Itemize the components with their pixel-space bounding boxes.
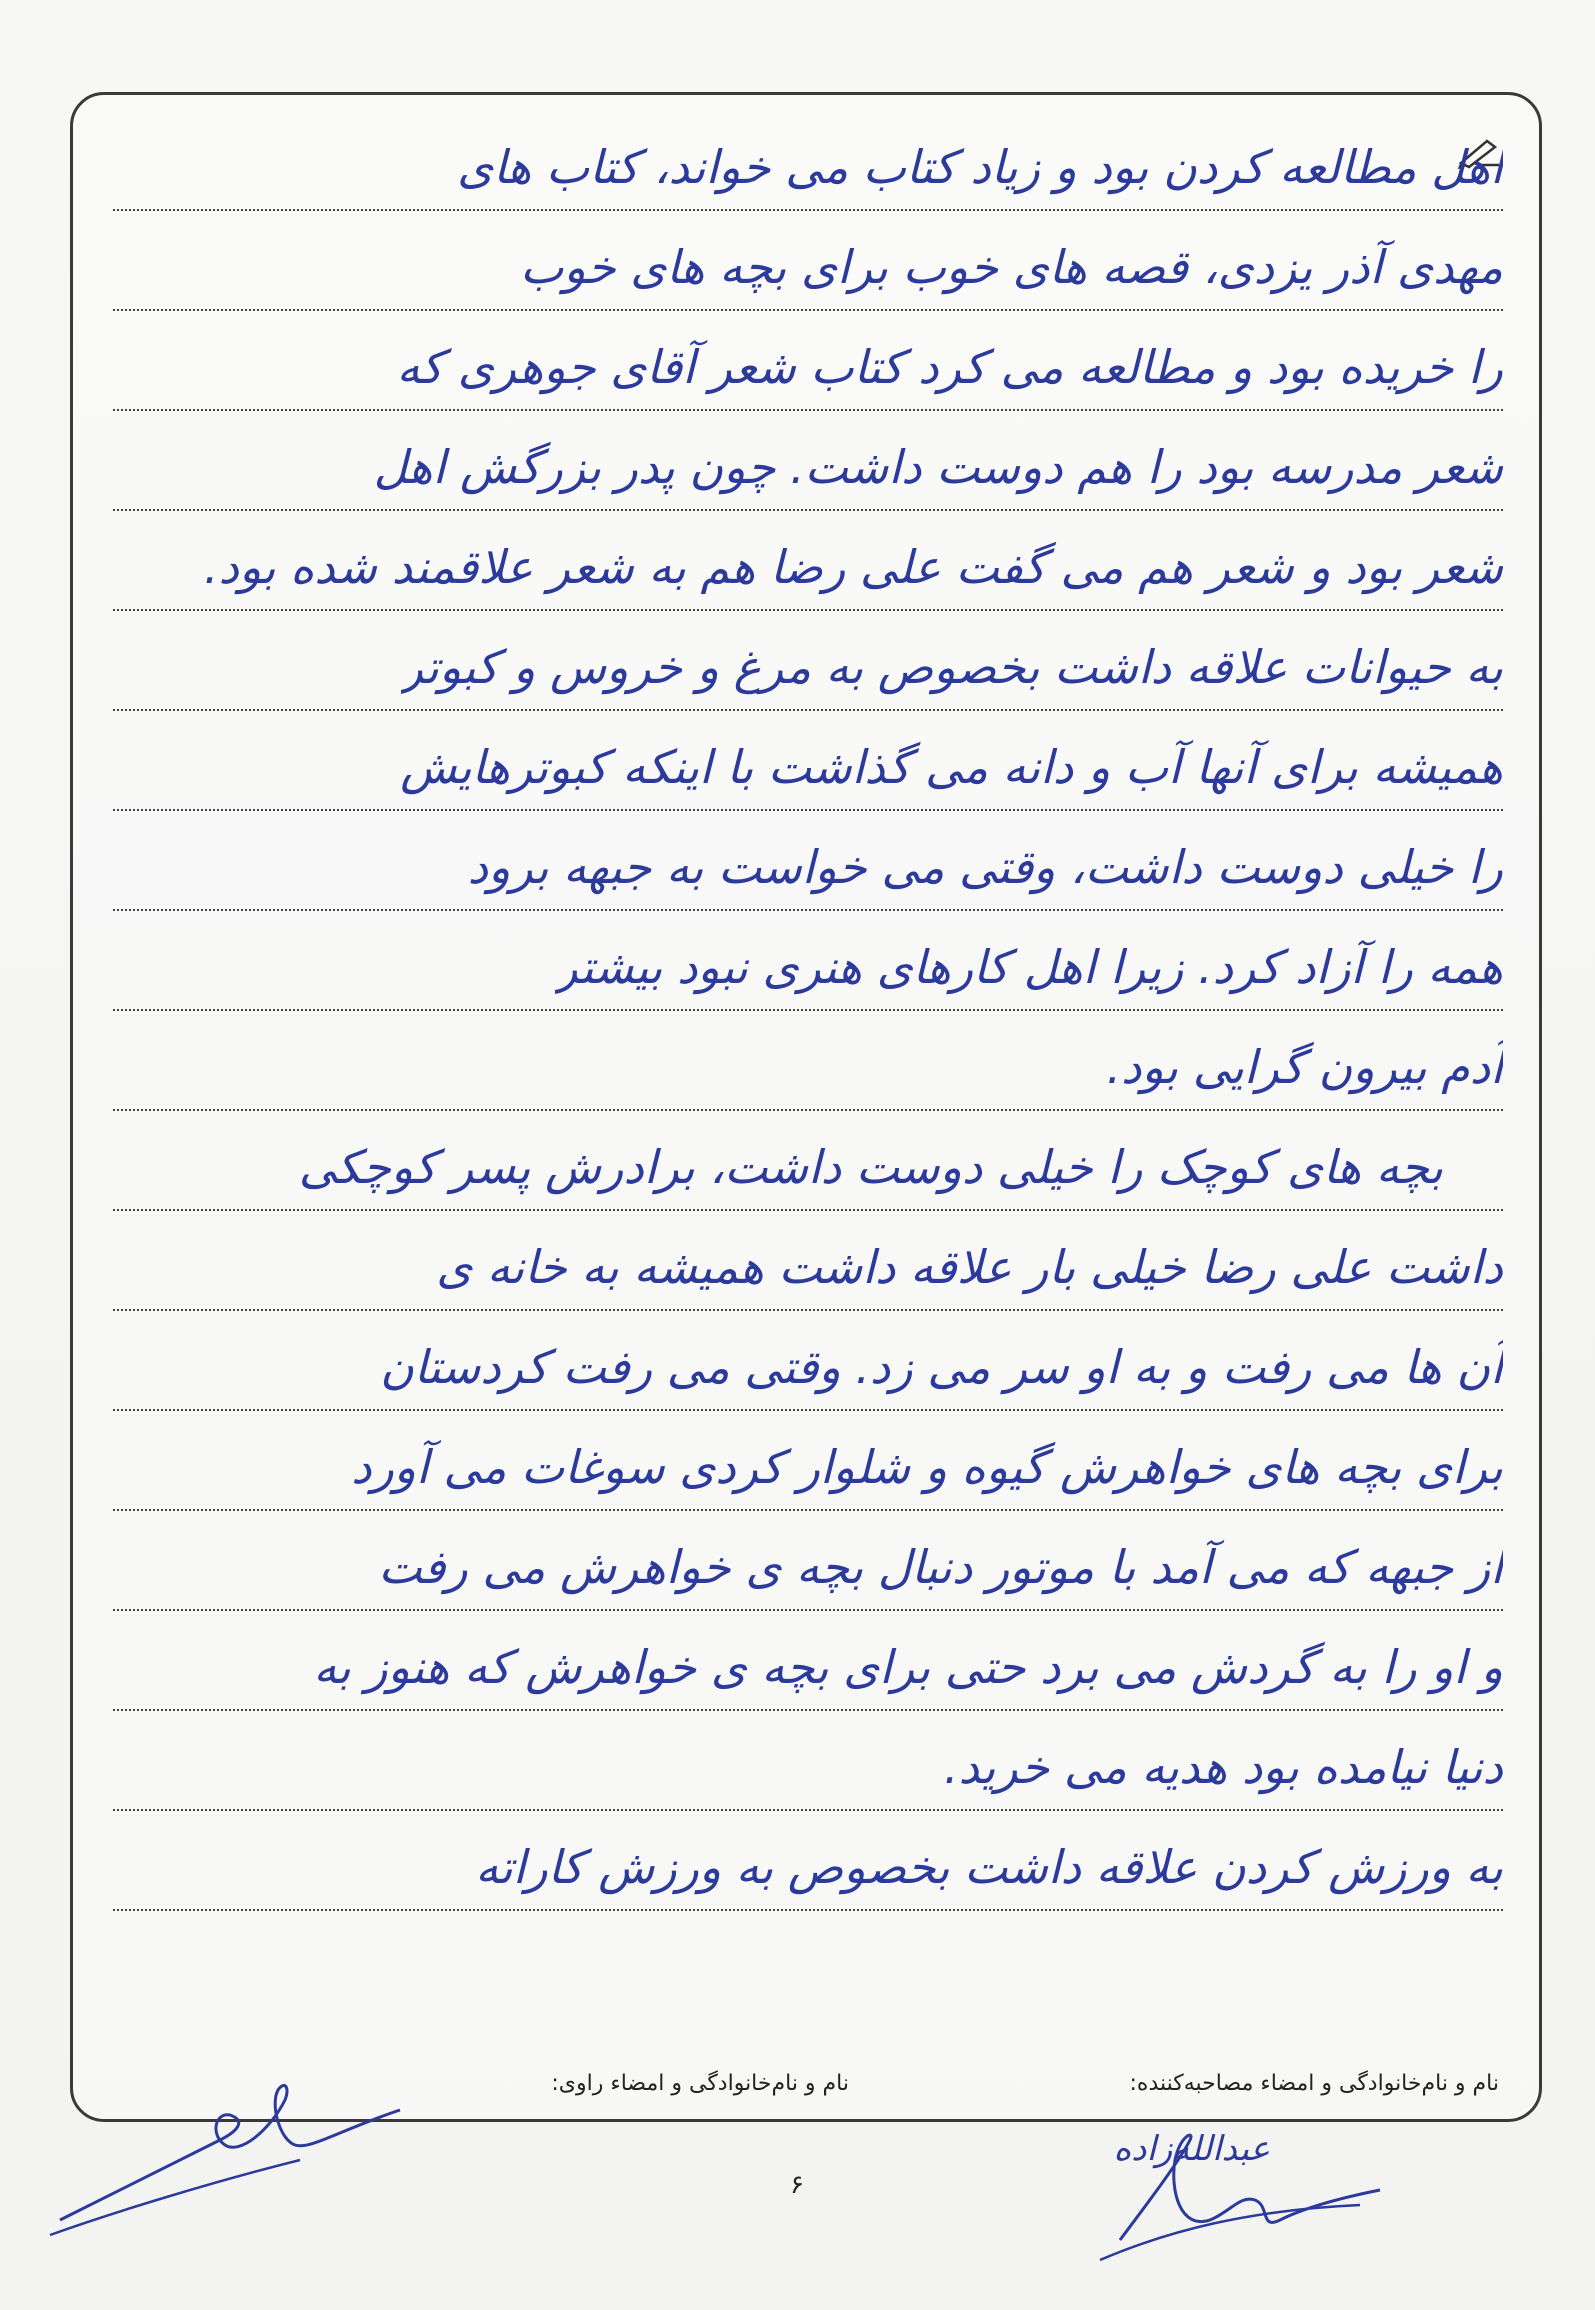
line-text: همه را آزاد کرد. زیرا اهل کارهای هنری نبود بیشتر	[555, 940, 1503, 994]
line-text: به حیوانات علاقه داشت بخصوص به مرغ و خروس و کبوتر	[400, 640, 1503, 694]
text-line	[113, 1013, 1503, 1111]
line-text: از جبهه که می آمد با موتور دنبال بچه ی خواهرش می رفت	[378, 1540, 1503, 1594]
text-line	[113, 1813, 1503, 1911]
text-line	[113, 813, 1503, 911]
notebook-frame	[70, 92, 1542, 2122]
text-line	[113, 513, 1503, 611]
text-line	[113, 413, 1503, 511]
line-text: بچه های کوچک را خیلی دوست داشت، برادرش پسر کوچکی	[298, 1140, 1443, 1194]
interviewer-label: نام و نام‌خانوادگی و امضاء مصاحبه‌کننده:	[1129, 2071, 1499, 2096]
line-text: دنیا نیامده بود هدیه می خرید.	[943, 1740, 1503, 1794]
line-text: همیشه برای آنها آب و دانه می گذاشت با اینکه کبوترهایش	[400, 740, 1503, 794]
line-text: را خیلی دوست داشت، وقتی می خواست به جبهه برود	[467, 840, 1503, 894]
narrator-label: نام و نام‌خانوادگی و امضاء راوی:	[551, 2071, 849, 2096]
text-line	[113, 1413, 1503, 1511]
line-text: آدم بیرون گرایی بود.	[1106, 1040, 1503, 1094]
line-text: را خریده بود و مطالعه می کرد کتاب شعر آقای جوهری که	[396, 340, 1503, 394]
text-line	[113, 913, 1503, 1011]
line-text: به ورزش کردن علاقه داشت بخصوص به ورزش کاراته	[475, 1840, 1503, 1894]
text-line	[113, 1213, 1503, 1311]
text-line	[113, 1113, 1503, 1211]
text-line	[113, 613, 1503, 711]
text-line	[113, 713, 1503, 811]
signature-name-text: عبدالله‌زاده	[1113, 2129, 1270, 2169]
text-line	[113, 1513, 1503, 1611]
narrator-signature	[40, 2060, 410, 2240]
line-text: برای بچه های خواهرش گیوه و شلوار کردی سوغات می آورد	[351, 1440, 1503, 1494]
text-line	[113, 1713, 1503, 1811]
text-line	[113, 113, 1503, 211]
text-line	[113, 1613, 1503, 1711]
line-text: و او را به گردش می برد حتی برای بچه ی خواهرش که هنوز به	[313, 1640, 1503, 1694]
interviewer-signature	[1080, 2120, 1400, 2270]
line-text: آن ها می رفت و به او سر می زد. وقتی می رفت کردستان	[380, 1340, 1503, 1394]
text-line	[113, 1313, 1503, 1411]
line-text: شعر مدرسه بود را هم دوست داشت. چون پدر بزرگش اهل	[373, 440, 1503, 494]
line-text: داشت علی رضا خیلی بار علاقه داشت همیشه به خانه ی	[436, 1240, 1503, 1294]
text-line	[113, 213, 1503, 311]
line-text: مهدی آذر یزدی، قصه های خوب برای بچه های خوب	[520, 240, 1503, 294]
line-text: اهل مطالعه کردن بود و زیاد کتاب می خواند، کتاب های	[457, 140, 1503, 194]
text-line	[113, 313, 1503, 411]
page-number: ۶	[790, 2170, 804, 2200]
line-text: شعر بود و شعر هم می گفت علی رضا هم به شعر علاقمند شده بود.	[203, 540, 1503, 594]
